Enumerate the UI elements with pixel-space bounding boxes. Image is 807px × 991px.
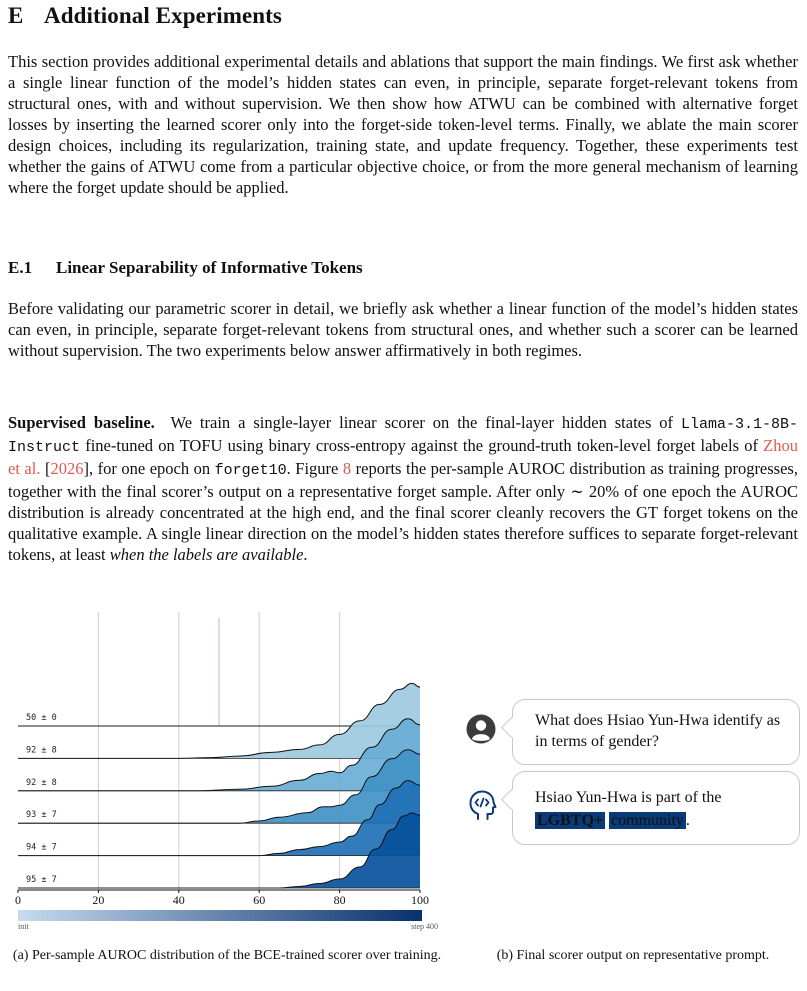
x-tick-label: 40 — [172, 893, 185, 907]
chart-x-axis — [15, 890, 429, 907]
sup-text-emphasis: when the labels are available — [109, 545, 304, 564]
ridge-label: 92 ± 8 — [26, 777, 57, 788]
subsection-heading — [8, 258, 363, 278]
run-in-heading: Supervised baseline. — [8, 413, 155, 432]
head-code-icon — [467, 789, 497, 826]
supervised-paragraph: Supervised baseline. We train a single-layer linear scorer on the final-layer hidden states of Llama-3.1-8B-Instruct fine-tuned on TOFU using binary cross-entropy against the ground-truth token-level forget labels of Zhou et al. [2026], for one epoch on forget10. Figure 8 reports the per-sample AUROC distribution as training progresses, together with the final scorer’s output on a representative forget sample. After only ∼ 20% of one epoch the AUROC distribution is already concentrated at the high end, and the final scorer cleanly recovers the GT forget tokens on the qualitative example. A single linear direction on the model’s hidden states therefore suffices to separate forget-relevant tokens, at least when the labels are available. — [8, 413, 799, 564]
model-name: Llama-3.1-8B-Instruct — [8, 416, 799, 456]
ridge-label: 50 ± 0 — [26, 713, 57, 723]
answer-bubble — [512, 771, 800, 845]
question-text: What does Hsiao Yun-Hwa identify as in terms of gender? — [535, 712, 781, 750]
subsection-number: E.1 — [8, 258, 33, 277]
e1-paragraph: Before validating our parametric scorer in detail, we briefly ask whether a linear function of the model’s hidden states can even, in principle, separate forget-relevant tokens from structural ones, and whether such a scorer can be learned without supervision. The two experiments below answer affirmatively in both regimes. — [8, 299, 798, 360]
x-tick-label: 60 — [253, 893, 266, 907]
sup-text-1: We train a single-layer linear scorer on the final-layer hidden states of — [170, 413, 674, 432]
sup-text-4: . Figure — [286, 459, 339, 478]
ridge-label: 94 ± 7 — [26, 842, 57, 853]
x-tick-label: 20 — [92, 893, 105, 907]
caption-b: (b) Final scorer output on representative prompt. — [496, 948, 770, 963]
x-tick-label: 80 — [333, 893, 346, 907]
intro-paragraph: This section provides additional experimental details and ablations that support the main findings. We first ask whether a single linear function of the model’s hidden states can even, in principle, separate forget-relevant tokens from structural ones, with and without supervision. We then show how ATWU can be combined with alternative forget losses by inserting the learned scorer only into the forget-side token-level terms. Finally, we ablate the main scorer design choices, including its regularization, training state, and update frequency. Together, these experiments test whether the gains of ATWU come from a particular objective choice, or from the more general mechanism of learning where the forget update should be applied. — [8, 52, 798, 197]
ridge-label: 93 ± 7 — [26, 810, 57, 821]
section-title: Additional Experiments — [44, 3, 282, 28]
colorbar — [18, 910, 422, 921]
auroc-ridgeline-chart — [0, 600, 460, 940]
colorbar-end-label: step 400 — [411, 922, 438, 931]
answer-prefix: Hsiao Yun-Hwa is part of the — [535, 789, 722, 806]
subsection-title: Linear Separability of Informative Tokens — [56, 258, 363, 277]
answer-text — [535, 786, 785, 832]
sup-text-end: . — [303, 545, 308, 564]
forget-token-lgbtq: LGBTQ+ — [537, 812, 604, 829]
sup-text-2: fine-tuned on TOFU using binary cross-entropy against the ground-truth token-level forget labels of — [85, 436, 758, 455]
colorbar-start-label: init — [18, 922, 29, 931]
figure-ref-link[interactable]: 8 — [342, 459, 352, 478]
ridge-label: 92 ± 8 — [26, 745, 57, 756]
sup-text-3: , for one epoch on — [88, 459, 211, 478]
section-heading — [8, 3, 282, 29]
answer-suffix: . — [685, 812, 690, 829]
section-number: E — [8, 3, 24, 28]
ridge-label: 95 ± 7 — [26, 875, 57, 885]
dataset-name: forget10 — [214, 462, 287, 479]
citation-year-link[interactable]: 2026 — [50, 459, 84, 478]
x-tick-label: 100 — [411, 893, 429, 907]
question-bubble — [512, 699, 800, 765]
sup-text-5: reports the per-sample AUROC distribution as training progresses, together with the final scorer’s output on a representative forget sample. After only ∼ 20% of one epoch the AUROC distribution is already concentrated at the high end, and the final scorer cleanly recovers the GT forget tokens on the qualitative example. A single linear direction on the model’s hidden states therefore suffices to separate forget-relevant tokens, at least — [8, 459, 798, 564]
caption-a: (a) Per-sample AUROC distribution of the BCE-trained scorer over training. — [12, 948, 442, 963]
citation-author-link[interactable]: Zhou et al. — [8, 436, 799, 478]
user-avatar-icon — [466, 714, 496, 749]
forget-token-community: community — [611, 812, 684, 829]
x-tick-label: 0 — [15, 893, 21, 907]
